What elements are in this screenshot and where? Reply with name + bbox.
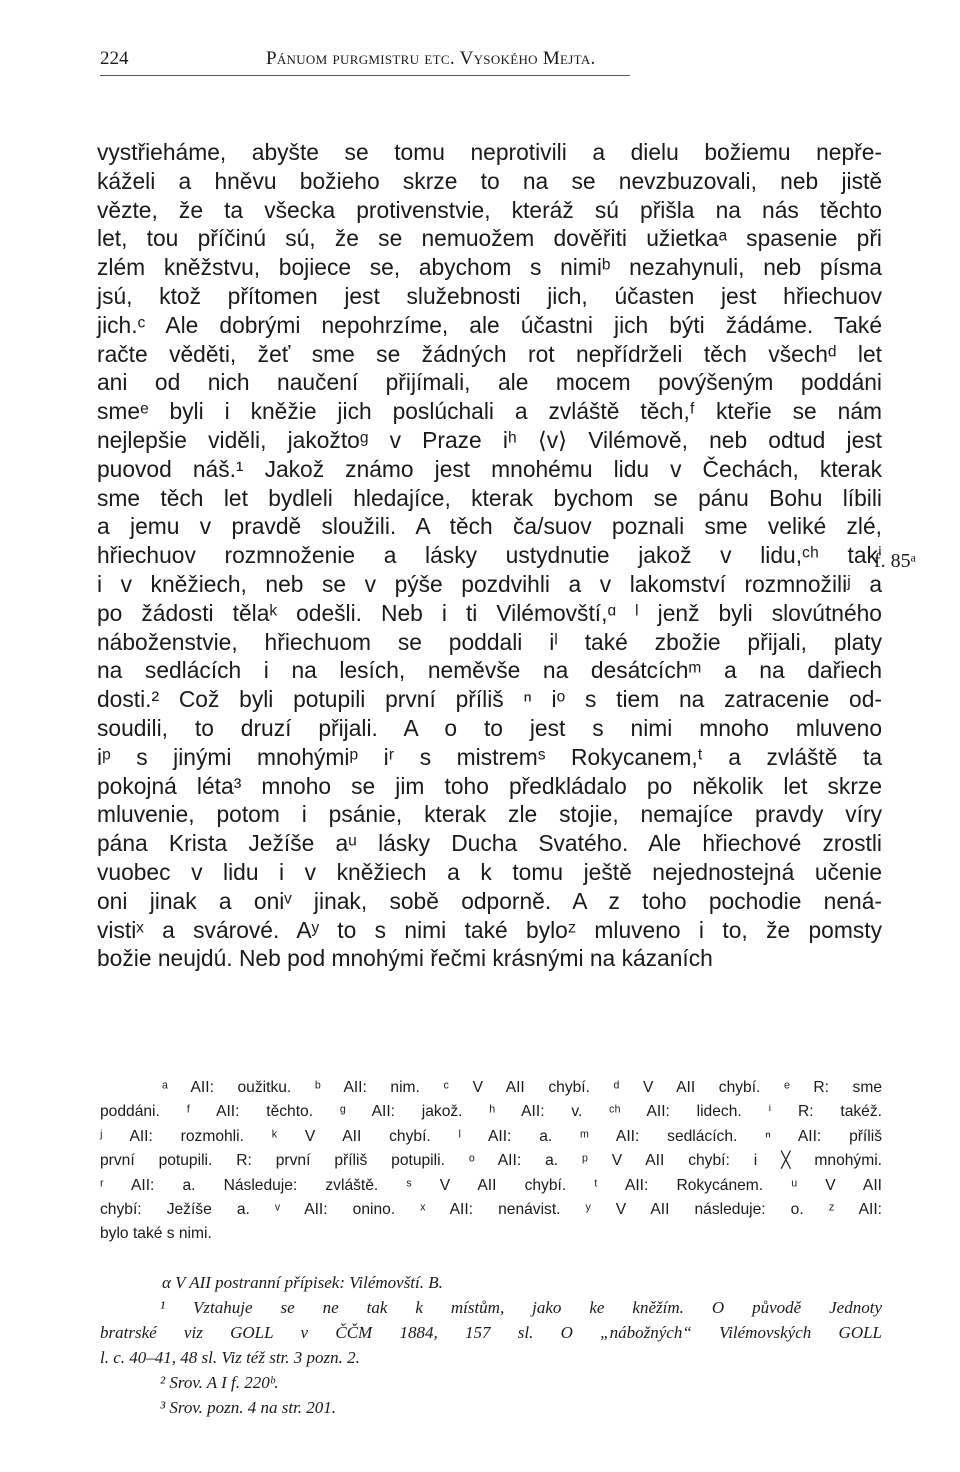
footnote-line: ² Srov. A I f. 220ᵇ. — [160, 1373, 279, 1392]
apparatus-line: ʳ AII: a. Následuje: zvláště. ˢ V AII chybí. ᵗ AII: Rokycánem. ᵘ V AII — [100, 1176, 882, 1194]
text-line: vuobec v lidu i v kněžiech a k tomu ještě nejednostejná učenie — [97, 858, 882, 885]
text-line: jich.ᶜ Ale dobrými nepohrzíme, ale účastni jich býti žádáme. Také — [97, 311, 882, 338]
text-line: zlém kněžstvu, bojiece se, abychom s nimiᵇ nezahynuli, neb písma — [97, 254, 882, 281]
text-line: božie neujdú. Neb pod mnohými řečmi krásnými na kázaních — [97, 945, 713, 972]
footnote-line: l. c. 40–41, 48 sl. Viz též str. 3 pozn. 2. — [100, 1348, 360, 1367]
apparatus-line: poddáni. ᶠ AII: těchto. ᵍ AII: jakož. ʰ AII: v. ᶜʰ AII: lidech. ⁱ R: takéž. — [100, 1103, 882, 1121]
text-line: jsú, ktož přítomen jest služebnosti jich, účasten jest hřiechuov — [97, 282, 882, 309]
apparatus-line: první potupili. R: první příliš potupili. ᵒ AII: a. ᵖ V AII chybí: i ╳ mnohými. — [100, 1152, 882, 1170]
page-number: 224 — [100, 48, 129, 69]
text-line: ani od nich naučení přijímali, ale mocem povýšeným poddáni — [97, 369, 882, 396]
header-rule — [100, 75, 630, 76]
footnote-line: ³ Srov. pozn. 4 na str. 201. — [160, 1398, 337, 1417]
text-line: pána Krista Ježíše aᵘ lásky Ducha Svatého. Ale hřiechové zrostli — [97, 830, 882, 857]
text-line: vistiˣ a svárové. Aʸ to s nimi také byloᶻ mluveno i to, že pomsty — [97, 916, 882, 943]
apparatus-line: bylo také s nimi. — [100, 1225, 212, 1243]
text-line: soudili, to druzí přijali. A o to jest s nimi mnoho mluveno — [97, 714, 882, 741]
running-head: Pánuom purgmistru etc. Vysokého Mejta. — [266, 48, 596, 69]
text-line: náboženstvie, hřiechuom se poddali iˡ také zbožie přijali, platy — [97, 628, 882, 655]
footnote-line: α V AII postranní přípisek: Vilémovští. B. — [162, 1273, 443, 1292]
text-line: iᵖ s jinými mnohýmiᵖ iʳ s mistremˢ Rokycanem,ᵗ a zvláště ta — [97, 743, 882, 770]
folio-margin-note: f. 85ᵃ — [874, 550, 917, 572]
text-line: smeᵉ byli i kněžie jich poslúchali a zvláště těch,ᶠ kteřie se nám — [97, 398, 882, 425]
text-line: račte věděti, žeť sme se žádných rot nepřídrželi těch všechᵈ let — [97, 340, 882, 367]
text-line: nejlepšie viděli, jakožtoᵍ v Praze iʰ ⟨v⟩ Vilémově, neb odtud jest — [97, 426, 882, 453]
main-text — [97, 138, 882, 973]
text-line: sme těch let bydleli hledajíce, kterak bychom se pánu Bohu líbili — [97, 484, 882, 511]
critical-apparatus — [100, 1076, 882, 1247]
text-line: káželi a hněvu božieho skrze to na se nevzbuzovali, neb jistě — [97, 167, 882, 194]
text-line: vězte, že ta všecka protivenstvie, kteráž sú přišla na nás těchto — [97, 196, 882, 223]
text-line: mluvenie, potom i psánie, kterak zle stojie, nemajíce pravdy víry — [97, 801, 882, 828]
apparatus-line: chybí: Ježíše a. ᵛ AII: onino. ˣ AII: nenávist. ʸ V AII následuje: o. ᶻ AII: — [100, 1201, 882, 1219]
text-line: vystřieháme, abyšte se tomu neprotivili a dielu božiemu nepře- — [97, 139, 882, 165]
text-line: i v kněžiech, neb se v pýše pozdvihli a v lakomství rozmnožiliʲ a — [97, 570, 882, 597]
footnote-line: bratrské viz GOLL v ČČM 1884, 157 sl. O „nábožných“ Vilémovských GOLL — [100, 1323, 882, 1342]
text-line: pokojná léta³ mnoho se jim toho předkládalo po několik let skrze — [97, 772, 882, 799]
footnotes — [100, 1270, 882, 1420]
text-line: oni jinak a oniᵛ jinak, sobě odporně. A z toho pochodie nená- — [97, 887, 882, 914]
footnote-line: ¹ Vztahuje se ne tak k místům, jako ke kněžím. O původě Jednoty — [160, 1298, 882, 1317]
apparatus-line: ʲ AII: rozmohli. ᵏ V AII chybí. ˡ AII: a. ᵐ AII: sedlácích. ⁿ AII: příliš — [100, 1127, 882, 1145]
apparatus-line: ᵃ AII: oužitku. ᵇ AII: nim. ᶜ V AII chybí. ᵈ V AII chybí. ᵉ R: sme — [162, 1079, 882, 1096]
text-line: puovod náš.¹ Jakož známo jest mnohému lidu v Čechách, kterak — [97, 455, 882, 482]
page-header — [100, 48, 882, 78]
text-line: hřiechuov rozmnoženie a lásky ustydnutie jakož v lidu,ᶜʰ takⁱ — [97, 542, 882, 569]
text-line: a jemu v pravdě sloužili. A těch ča/suov poznali sme veliké zlé, — [97, 513, 882, 540]
text-line: na sedlácích i na lesích, neměvše na desátcíchᵐ a na dařiech — [97, 657, 882, 684]
text-line: dosti.² Což byli potupili první příliš ⁿ iᵒ s tiem na zatracenie od- — [97, 686, 882, 713]
text-line: let, tou příčinú sú, že se nemuožem dověřiti užietkaᵃ spasenie při — [97, 225, 882, 252]
text-line: po žádosti tělaᵏ odešli. Neb i ti Vilémovští,ᵅ ˡ jenž byli slovútného — [97, 599, 882, 626]
